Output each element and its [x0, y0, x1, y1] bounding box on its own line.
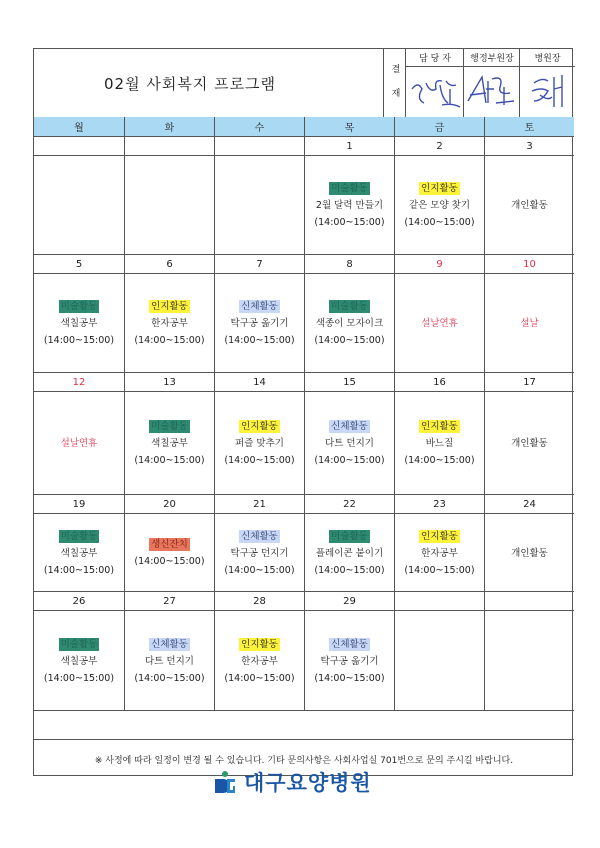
signature-staff — [406, 67, 464, 117]
activity-category-badge: 신체활동 — [241, 530, 278, 542]
weekday-header: 화 — [125, 117, 215, 137]
day-cell — [305, 373, 395, 495]
activity-category-badge: 신체활동 — [331, 638, 368, 650]
day-number — [485, 592, 574, 611]
day-cell — [215, 592, 305, 711]
activity-category-badge: 신체활동 — [241, 301, 278, 312]
activity-category-row — [125, 298, 214, 315]
day-number: 23 — [395, 495, 484, 514]
day-cell — [215, 255, 305, 373]
activity-category-badge: 인지활동 — [421, 421, 458, 432]
day-cell — [305, 495, 395, 592]
day-number: 3 — [485, 137, 574, 156]
day-number: 13 — [125, 373, 214, 392]
day-cell — [305, 137, 395, 255]
activity-name: 다트 던지기 — [325, 438, 374, 449]
activity-category-row — [125, 418, 214, 435]
approval-role: 병원장 — [520, 49, 575, 67]
day-number: 6 — [125, 255, 214, 274]
day-number: 19 — [34, 495, 124, 514]
activity-category-badge: 인지활동 — [421, 530, 458, 542]
activity-name: 2월 달력 만들기 — [315, 200, 384, 211]
weekday-header: 목 — [305, 117, 395, 137]
activity-category-row — [305, 528, 394, 545]
day-number: 24 — [485, 495, 574, 514]
day-number: 1 — [305, 137, 394, 156]
day-number: 16 — [395, 373, 484, 392]
activity-name: 색칠공부 — [60, 318, 98, 329]
activity-category-badge: 인지활동 — [241, 421, 278, 432]
day-cell — [485, 137, 574, 255]
day-cell — [395, 592, 485, 711]
approval-admin — [463, 49, 520, 117]
day-cell — [125, 373, 215, 495]
activity-name: 바느질 — [425, 438, 454, 449]
activity-name: 퍼즐 맞추기 — [235, 438, 284, 449]
activity-category-row — [215, 636, 304, 653]
activity-category-row — [215, 528, 304, 545]
activity-category-row — [34, 636, 124, 653]
day-cell — [125, 255, 215, 373]
activity-time: (14:00~15:00) — [404, 564, 475, 576]
hospital-name: 대구요양병원 — [244, 771, 372, 795]
activity-name: 설날 — [520, 318, 539, 329]
activity-category-badge: 생신잔치 — [151, 539, 188, 550]
day-cell — [125, 137, 215, 255]
activity-time: (14:00~15:00) — [134, 556, 205, 567]
activity-category-row — [305, 298, 394, 315]
day-number: 8 — [305, 255, 394, 274]
signature-director — [520, 67, 575, 117]
activity-time: (14:00~15:00) — [314, 335, 385, 346]
activity-time: (14:00~15:00) — [314, 672, 385, 684]
approval-role: 행정부원장 — [464, 49, 520, 67]
activity-category-badge: 미술활동 — [60, 530, 98, 542]
day-number — [34, 137, 124, 156]
activity-category-badge: 미술활동 — [60, 638, 98, 650]
activity-category-badge: 신체활동 — [331, 421, 368, 432]
activity-category-row — [34, 298, 124, 315]
activity-category-badge: 인지활동 — [241, 638, 278, 650]
day-number: 22 — [305, 495, 394, 514]
day-cell — [305, 255, 395, 373]
day-number: 21 — [215, 495, 304, 514]
activity-category-badge: 인지활동 — [421, 183, 458, 194]
activity-category-badge: 신체활동 — [151, 638, 188, 650]
page-title: 02월 사회복지 프로그램 — [104, 75, 277, 93]
day-number: 9 — [395, 255, 484, 274]
activity-category-badge: 미술활동 — [331, 530, 368, 542]
day-cell — [34, 592, 125, 711]
activity-category-badge: 미술활동 — [151, 421, 188, 432]
day-cell — [34, 255, 125, 373]
activity-time: (14:00~15:00) — [224, 335, 295, 346]
day-cell — [215, 495, 305, 592]
activity-name: 한자공부 — [151, 318, 188, 329]
approval-label-cell — [383, 49, 406, 117]
day-number — [125, 137, 214, 156]
day-cell — [215, 137, 305, 255]
activity-time: (14:00~15:00) — [404, 217, 475, 228]
weekday-header: 수 — [215, 117, 305, 137]
activity-name: 한자공부 — [241, 655, 278, 667]
activity-time: (14:00~15:00) — [224, 672, 295, 684]
activity-category-row — [305, 418, 394, 435]
approval-role: 담 당 자 — [406, 49, 464, 67]
day-number: 20 — [125, 495, 214, 514]
activity-category-row — [215, 298, 304, 315]
activity-name: 같은 모양 찾기 — [408, 200, 471, 211]
activity-time: (14:00~15:00) — [314, 217, 385, 228]
day-number: 12 — [34, 373, 124, 392]
weekday-header: 금 — [395, 117, 485, 137]
activity-time: (14:00~15:00) — [134, 672, 205, 684]
activity-category-row — [395, 418, 484, 435]
activity-category-row — [125, 636, 214, 653]
activity-category-badge: 미술활동 — [331, 183, 368, 194]
schedule-sheet — [33, 48, 573, 776]
sheet-header — [34, 49, 574, 118]
activity-time: (14:00~15:00) — [314, 564, 385, 576]
activity-category-row — [34, 528, 124, 545]
activity-time: (14:00~15:00) — [404, 455, 475, 466]
day-number: 7 — [215, 255, 304, 274]
weekday-header: 월 — [34, 117, 125, 137]
notice-text: ※ 사정에 따라 일정이 변경 될 수 있습니다. 기타 문의사항은 사회사업실 701번으로 문의 주시길 바랍니다. — [34, 739, 574, 778]
approval-director — [519, 49, 575, 117]
day-cell — [485, 592, 574, 711]
day-number: 26 — [34, 592, 124, 611]
approval-staff — [405, 49, 464, 117]
activity-time: (14:00~15:00) — [134, 335, 205, 346]
activity-name: 색칠공부 — [60, 547, 98, 559]
activity-time: (14:00~15:00) — [134, 455, 205, 466]
day-cell — [34, 373, 125, 495]
activity-category-badge: 미술활동 — [331, 301, 368, 312]
day-cell — [34, 495, 125, 592]
day-cell — [485, 495, 574, 592]
activity-time: (14:00~15:00) — [224, 564, 295, 576]
activity-name: 개인활동 — [511, 438, 548, 449]
activity-category-badge: 미술활동 — [60, 301, 98, 312]
activity-name: 탁구공 옮기기 — [230, 318, 289, 329]
day-number: 14 — [215, 373, 304, 392]
day-number: 17 — [485, 373, 574, 392]
activity-name: 개인활동 — [511, 200, 548, 211]
activity-category-row — [305, 636, 394, 653]
activity-category-row — [305, 180, 394, 197]
activity-name: 한자공부 — [421, 547, 458, 559]
activity-name: 다트 던지기 — [145, 655, 194, 667]
activity-time: (14:00~15:00) — [224, 455, 295, 466]
activity-category-row — [395, 180, 484, 197]
activity-time: (14:00~15:00) — [43, 672, 115, 684]
day-number: 27 — [125, 592, 214, 611]
weekday-header: 토 — [485, 117, 574, 137]
day-number — [215, 137, 304, 156]
day-cell — [395, 495, 485, 592]
signature-admin — [464, 67, 520, 117]
day-cell — [305, 592, 395, 711]
day-cell — [125, 592, 215, 711]
activity-time: (14:00~15:00) — [43, 564, 115, 576]
day-cell — [395, 373, 485, 495]
day-number — [395, 592, 484, 611]
activity-category-badge: 인지활동 — [151, 301, 188, 312]
day-cell — [125, 495, 215, 592]
activity-category-row — [215, 418, 304, 435]
day-cell — [34, 137, 125, 255]
day-cell — [485, 373, 574, 495]
day-cell — [215, 373, 305, 495]
day-number: 28 — [215, 592, 304, 611]
activity-name: 색칠공부 — [151, 438, 188, 449]
activity-name: 설날연휴 — [60, 438, 98, 449]
approval-label: 결 재 — [389, 63, 400, 103]
activity-name: 탁구공 옮기기 — [320, 655, 379, 667]
activity-name: 탁구공 던지기 — [230, 547, 289, 559]
day-number: 5 — [34, 255, 124, 274]
day-cell — [485, 255, 574, 373]
day-number: 15 — [305, 373, 394, 392]
day-number: 2 — [395, 137, 484, 156]
activity-time: (14:00~15:00) — [43, 335, 115, 346]
activity-name: 색칠공부 — [60, 655, 98, 667]
hospital-logo-icon — [212, 769, 238, 795]
day-cell — [395, 255, 485, 373]
activity-name: 설날연휴 — [421, 318, 458, 329]
day-cell — [395, 137, 485, 255]
day-number: 29 — [305, 592, 394, 611]
activity-category-row — [125, 536, 214, 553]
activity-category-row — [395, 528, 484, 545]
activity-name: 개인활동 — [511, 547, 548, 559]
day-number: 10 — [485, 255, 574, 274]
activity-time: (14:00~15:00) — [314, 455, 385, 466]
activity-name: 색종이 모자이크 — [315, 318, 384, 329]
activity-name: 플레이콘 붙이기 — [315, 547, 384, 559]
hospital-footer — [212, 768, 372, 796]
